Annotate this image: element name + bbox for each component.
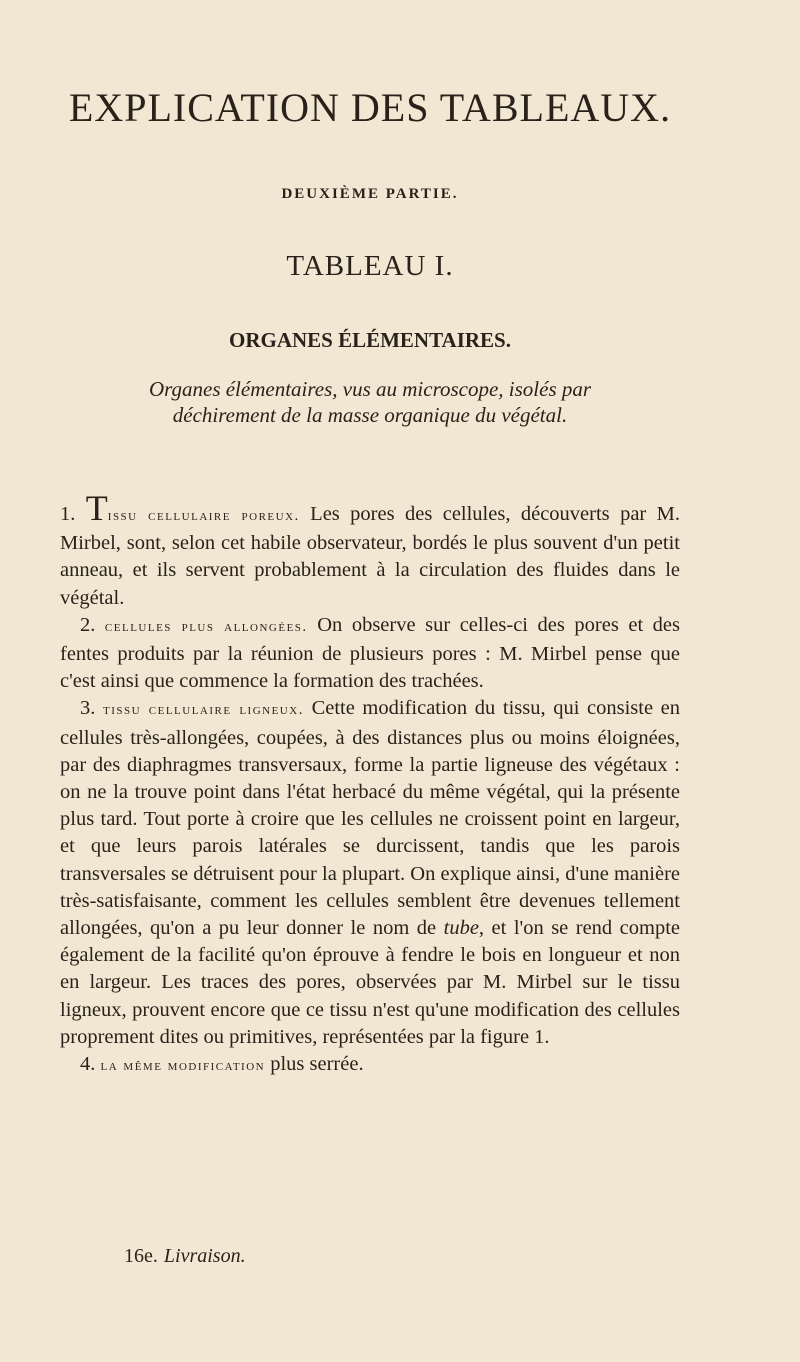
paragraph-number: 1. (60, 503, 76, 525)
paragraph-heading: tissu cellulaire ligneux. (102, 702, 304, 719)
paragraph-text-continued: , et l'on se rend compte également de la facilité qu'on éprouve à fendre le bois en longueur et non en largeur. Les traces des pores, observées par M. Mirbel sur le tissu ligneux, prouvent encore que ce tissu n'est qu'une modification des cellules proprement dites ou primitives, représentées par la figure 1. (60, 917, 681, 1048)
part-heading: DEUXIÈME PARTIE. (281, 186, 459, 202)
paragraph-text: plus serrée. (270, 1053, 364, 1076)
italic-word: tube (443, 917, 479, 940)
signature-label: Livraison. (163, 1245, 246, 1267)
paragraph-heading: cellules plus allongées. (104, 618, 308, 635)
paragraph-4 (60, 1051, 680, 1080)
body-text (60, 490, 680, 1080)
signature-mark (124, 1245, 246, 1268)
table-title: TABLEAU I. (286, 250, 454, 282)
intro-text: Organes élémentaires, vus au microscope, isolés par déchirement de la masse organique du végétal. (148, 377, 592, 427)
paragraph-text: On observe sur celles-ci des pores et des fentes produits par la réunion de plusieurs pores : M. Mirbel pense que c'est ainsi que commence la formation des trachées. (60, 613, 681, 693)
paragraph-heading: la même modification (100, 1058, 266, 1075)
paragraph-number: 3. (80, 697, 96, 720)
paragraph-number: 4. (80, 1053, 96, 1076)
main-title: EXPLICATION DES TABLEAUX. (68, 85, 672, 130)
paragraph-number: 2. (80, 613, 96, 636)
paragraph-1 (60, 490, 680, 612)
section-title: ORGANES ÉLÉMENTAIRES. (228, 328, 511, 352)
paragraph-heading: issu cellulaire poreux. (107, 508, 300, 524)
drop-cap: T (85, 488, 108, 528)
paragraph-text: Cette modification du tissu, qui consiste en cellules très-allongées, coupées, à des distances plus ou moins éloignées, par des diaphragmes transversaux, forme la partie ligneuse des végétaux : on ne la trouve point dans l'état herbacé du même végétal, qui la présente plus tard. Tout porte à croire que les cellules ne croissent point en largeur, et que leurs parois latérales se durcissent, tandis que les parois transversales se détruisent pour la plupart. On explique ainsi, d'une manière très-satisfaisante, comment les cellules semblent être devenues tellement allongées, qu'on a pu leur donner le nom de (60, 697, 681, 940)
paragraph-2 (60, 612, 680, 696)
paragraph-text: Les pores des cellules, découverts par M. Mirbel, sont, selon cet habile observateur, bordés le plus souvent d'un petit anneau, et ils servent probablement à la circulation des fluides dans le végétal. (60, 503, 680, 609)
paragraph-3 (60, 695, 680, 1051)
signature-number: 16e. (124, 1245, 158, 1267)
